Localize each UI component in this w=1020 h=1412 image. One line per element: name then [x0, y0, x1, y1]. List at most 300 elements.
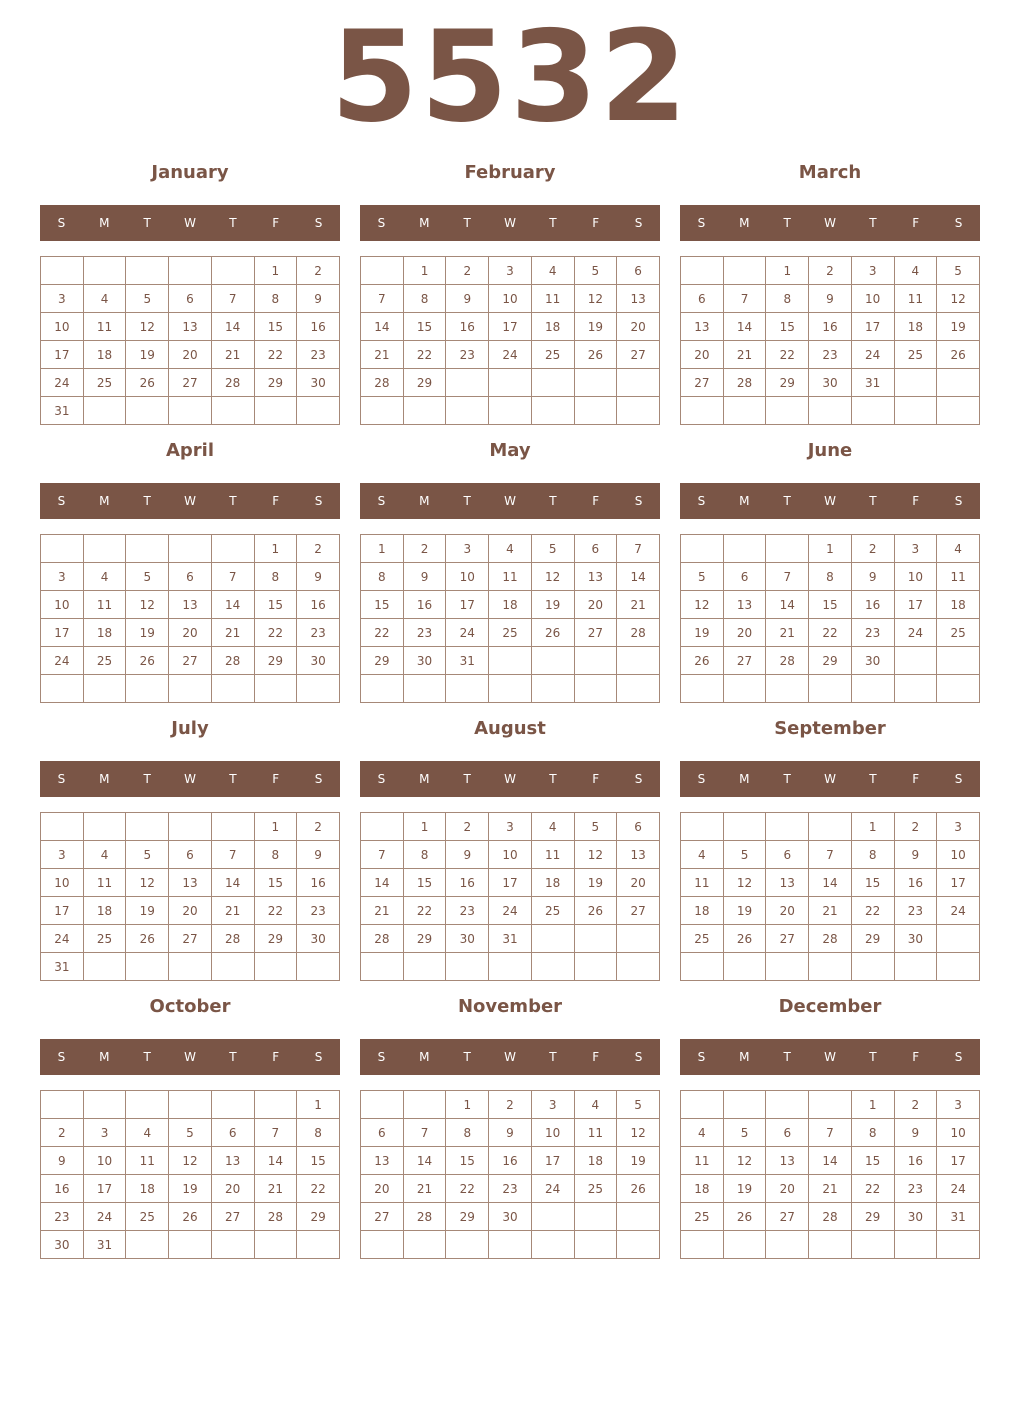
day-cell: 19	[937, 313, 980, 341]
day-cell	[83, 675, 126, 703]
day-cell: 29	[851, 1203, 894, 1231]
day-cell	[894, 675, 937, 703]
day-cell: 19	[169, 1175, 212, 1203]
weekday-label: M	[419, 772, 430, 786]
day-cell: 20	[361, 1175, 404, 1203]
day-cell: 5	[574, 813, 617, 841]
weekday-label: T	[869, 1050, 877, 1064]
day-cell	[937, 397, 980, 425]
weekday-label: T	[463, 1050, 471, 1064]
day-cell: 1	[809, 535, 852, 563]
day-cell: 23	[894, 897, 937, 925]
day-cell: 28	[766, 647, 809, 675]
day-cell: 8	[361, 563, 404, 591]
day-cell	[211, 813, 254, 841]
day-cell: 19	[681, 619, 724, 647]
weekday-header	[680, 761, 980, 797]
day-cell	[169, 1091, 212, 1119]
day-cell	[809, 953, 852, 981]
day-cell: 26	[723, 1203, 766, 1231]
day-cell	[723, 257, 766, 285]
day-cell	[211, 675, 254, 703]
day-cell: 14	[766, 591, 809, 619]
weekday-label: F	[272, 772, 280, 786]
week-row	[361, 619, 660, 647]
month-name: October	[149, 996, 231, 1017]
day-cell: 18	[681, 897, 724, 925]
day-cell: 29	[766, 369, 809, 397]
weekday-label: M	[99, 494, 110, 508]
week-row	[681, 1147, 980, 1175]
day-cell: 8	[851, 841, 894, 869]
day-cell	[211, 397, 254, 425]
weekday-label: S	[57, 772, 66, 786]
day-cell: 29	[809, 647, 852, 675]
day-cell: 5	[531, 535, 574, 563]
day-cell: 9	[851, 563, 894, 591]
day-cell: 27	[361, 1203, 404, 1231]
week-row	[41, 591, 340, 619]
day-cell: 11	[894, 285, 937, 313]
day-cell	[126, 1091, 169, 1119]
day-cell: 20	[169, 341, 212, 369]
day-cell: 23	[297, 897, 340, 925]
day-cell	[361, 813, 404, 841]
day-cell: 2	[297, 535, 340, 563]
week-row	[361, 675, 660, 703]
weekday-label: W	[184, 216, 196, 230]
day-cell: 31	[83, 1231, 126, 1259]
day-cell: 29	[446, 1203, 489, 1231]
day-cell: 25	[574, 1175, 617, 1203]
weekday-label: W	[184, 494, 196, 508]
day-cell: 28	[211, 925, 254, 953]
week-row	[41, 647, 340, 675]
day-cell	[403, 1231, 446, 1259]
day-cell: 24	[41, 925, 84, 953]
weekday-label: M	[419, 1050, 430, 1064]
week-row	[41, 1091, 340, 1119]
day-cell: 28	[211, 647, 254, 675]
day-cell: 9	[297, 285, 340, 313]
day-cell: 26	[574, 341, 617, 369]
week-row	[41, 535, 340, 563]
month-name: November	[457, 996, 563, 1017]
day-cell: 5	[126, 841, 169, 869]
week-row	[41, 841, 340, 869]
month-name: March	[798, 162, 862, 183]
day-cell	[446, 1231, 489, 1259]
day-cell: 23	[851, 619, 894, 647]
day-cell	[446, 369, 489, 397]
day-cell: 11	[83, 591, 126, 619]
day-grid	[360, 256, 660, 425]
day-cell	[723, 1231, 766, 1259]
day-cell: 7	[361, 285, 404, 313]
day-cell: 6	[681, 285, 724, 313]
day-cell: 7	[766, 563, 809, 591]
day-cell	[403, 675, 446, 703]
weekday-label: W	[184, 1050, 196, 1064]
day-cell: 8	[766, 285, 809, 313]
day-cell: 3	[41, 285, 84, 313]
weekday-label: F	[912, 772, 920, 786]
day-cell: 26	[937, 341, 980, 369]
day-cell	[211, 953, 254, 981]
weekday-header	[680, 483, 980, 519]
day-cell	[681, 257, 724, 285]
weekday-label: S	[634, 216, 643, 230]
month-name: January	[151, 162, 229, 183]
day-cell: 30	[41, 1231, 84, 1259]
day-cell: 27	[211, 1203, 254, 1231]
day-cell: 12	[126, 869, 169, 897]
day-grid	[680, 1090, 980, 1259]
day-cell: 2	[894, 813, 937, 841]
day-cell	[126, 813, 169, 841]
day-cell: 3	[531, 1091, 574, 1119]
day-cell: 27	[681, 369, 724, 397]
day-cell: 28	[809, 925, 852, 953]
day-cell: 7	[617, 535, 660, 563]
day-cell	[489, 397, 532, 425]
day-cell: 22	[809, 619, 852, 647]
day-cell	[894, 1231, 937, 1259]
day-cell: 5	[937, 257, 980, 285]
weekday-label: T	[549, 1050, 557, 1064]
day-cell: 2	[297, 813, 340, 841]
day-cell: 4	[531, 257, 574, 285]
day-cell	[531, 953, 574, 981]
day-cell: 25	[489, 619, 532, 647]
day-cell: 14	[211, 591, 254, 619]
day-cell: 23	[446, 341, 489, 369]
day-cell: 22	[254, 897, 297, 925]
day-cell	[809, 1231, 852, 1259]
day-cell: 9	[403, 563, 446, 591]
day-cell: 4	[681, 1119, 724, 1147]
day-grid	[40, 812, 340, 981]
weekday-label: T	[143, 494, 151, 508]
day-cell: 20	[766, 1175, 809, 1203]
day-cell: 19	[574, 869, 617, 897]
week-row	[361, 1091, 660, 1119]
day-cell: 28	[361, 925, 404, 953]
day-cell: 6	[766, 841, 809, 869]
day-cell: 16	[894, 1147, 937, 1175]
day-cell	[574, 1203, 617, 1231]
week-row	[361, 313, 660, 341]
weekday-label: T	[143, 772, 151, 786]
day-cell: 14	[361, 869, 404, 897]
day-cell: 24	[446, 619, 489, 647]
week-row	[361, 1147, 660, 1175]
weekday-label: T	[463, 494, 471, 508]
weekday-label: M	[739, 494, 750, 508]
day-cell: 13	[361, 1147, 404, 1175]
day-cell	[574, 397, 617, 425]
day-cell: 22	[851, 897, 894, 925]
day-cell: 22	[403, 341, 446, 369]
day-cell	[809, 1091, 852, 1119]
day-cell: 15	[446, 1147, 489, 1175]
day-cell: 19	[531, 591, 574, 619]
day-cell	[126, 1231, 169, 1259]
day-grid	[680, 812, 980, 981]
day-cell: 18	[937, 591, 980, 619]
day-cell	[83, 397, 126, 425]
day-cell: 17	[894, 591, 937, 619]
day-cell: 25	[894, 341, 937, 369]
day-cell	[211, 1091, 254, 1119]
day-cell: 4	[489, 535, 532, 563]
day-cell: 26	[126, 369, 169, 397]
weekday-label: M	[739, 1050, 750, 1064]
weekday-label: T	[549, 216, 557, 230]
day-cell	[361, 397, 404, 425]
weekday-label: S	[634, 494, 643, 508]
day-cell	[574, 647, 617, 675]
weekday-header	[40, 205, 340, 241]
day-cell	[126, 953, 169, 981]
weekday-label: T	[783, 216, 791, 230]
weekday-label: W	[504, 216, 516, 230]
day-cell: 13	[169, 869, 212, 897]
day-cell: 26	[574, 897, 617, 925]
day-cell: 15	[403, 869, 446, 897]
day-cell: 21	[766, 619, 809, 647]
day-cell: 27	[169, 647, 212, 675]
day-cell: 20	[617, 869, 660, 897]
day-cell: 25	[681, 925, 724, 953]
weekday-label: S	[377, 494, 386, 508]
day-cell	[723, 1091, 766, 1119]
week-row	[41, 953, 340, 981]
day-cell: 1	[446, 1091, 489, 1119]
day-cell: 10	[851, 285, 894, 313]
day-grid	[360, 534, 660, 703]
day-cell	[41, 535, 84, 563]
day-cell	[211, 535, 254, 563]
day-cell: 16	[297, 313, 340, 341]
day-cell: 15	[809, 591, 852, 619]
day-cell: 4	[531, 813, 574, 841]
day-cell: 30	[297, 369, 340, 397]
day-cell	[851, 1231, 894, 1259]
day-cell: 19	[723, 897, 766, 925]
day-cell: 6	[211, 1119, 254, 1147]
day-cell	[169, 1231, 212, 1259]
day-cell: 17	[446, 591, 489, 619]
day-cell: 29	[361, 647, 404, 675]
day-cell: 19	[617, 1147, 660, 1175]
weekday-label: S	[314, 1050, 323, 1064]
week-row	[681, 369, 980, 397]
week-row	[361, 647, 660, 675]
day-cell: 18	[681, 1175, 724, 1203]
day-cell	[617, 675, 660, 703]
day-cell	[361, 257, 404, 285]
week-row	[41, 1203, 340, 1231]
week-row	[681, 397, 980, 425]
day-cell: 28	[809, 1203, 852, 1231]
week-row	[41, 1175, 340, 1203]
day-cell: 18	[489, 591, 532, 619]
day-cell	[361, 675, 404, 703]
week-row	[41, 397, 340, 425]
day-cell: 31	[41, 953, 84, 981]
day-cell: 18	[531, 313, 574, 341]
day-cell: 12	[126, 591, 169, 619]
day-cell	[617, 925, 660, 953]
day-cell: 14	[254, 1147, 297, 1175]
day-cell	[937, 369, 980, 397]
week-row	[361, 369, 660, 397]
day-cell	[937, 953, 980, 981]
day-cell	[126, 535, 169, 563]
month-name: June	[807, 440, 853, 461]
day-cell: 28	[403, 1203, 446, 1231]
weekday-label: F	[592, 1050, 600, 1064]
day-cell: 13	[681, 313, 724, 341]
day-cell: 10	[83, 1147, 126, 1175]
day-cell: 14	[617, 563, 660, 591]
day-cell	[851, 397, 894, 425]
day-cell: 12	[126, 313, 169, 341]
day-cell: 4	[126, 1119, 169, 1147]
day-cell: 23	[297, 341, 340, 369]
day-cell: 22	[851, 1175, 894, 1203]
day-cell	[531, 369, 574, 397]
day-cell: 15	[403, 313, 446, 341]
week-row	[681, 953, 980, 981]
day-cell: 20	[766, 897, 809, 925]
day-cell: 22	[403, 897, 446, 925]
day-cell: 22	[446, 1175, 489, 1203]
weekday-header	[680, 1039, 980, 1075]
weekday-label: M	[739, 216, 750, 230]
day-cell: 24	[83, 1203, 126, 1231]
week-row	[41, 257, 340, 285]
day-cell: 7	[211, 285, 254, 313]
day-cell: 1	[361, 535, 404, 563]
day-cell: 14	[809, 1147, 852, 1175]
day-grid	[360, 1090, 660, 1259]
day-cell: 7	[254, 1119, 297, 1147]
day-cell: 13	[723, 591, 766, 619]
day-cell	[83, 953, 126, 981]
week-row	[41, 897, 340, 925]
day-cell: 25	[83, 369, 126, 397]
day-cell: 16	[446, 869, 489, 897]
day-cell: 16	[297, 869, 340, 897]
day-cell	[489, 369, 532, 397]
day-cell	[361, 1091, 404, 1119]
weekday-label: T	[229, 772, 237, 786]
week-row	[361, 257, 660, 285]
day-cell: 17	[937, 869, 980, 897]
day-cell: 13	[574, 563, 617, 591]
week-row	[681, 897, 980, 925]
day-cell: 9	[446, 285, 489, 313]
day-cell	[489, 953, 532, 981]
week-row	[41, 341, 340, 369]
day-cell: 20	[723, 619, 766, 647]
weekday-label: S	[377, 216, 386, 230]
day-cell	[254, 953, 297, 981]
day-cell: 25	[531, 341, 574, 369]
day-cell	[723, 675, 766, 703]
day-cell	[531, 675, 574, 703]
day-cell: 16	[851, 591, 894, 619]
day-cell: 21	[617, 591, 660, 619]
day-cell: 13	[169, 313, 212, 341]
weekday-header	[40, 483, 340, 519]
day-cell: 12	[723, 1147, 766, 1175]
day-cell	[617, 369, 660, 397]
day-cell: 17	[531, 1147, 574, 1175]
day-cell: 11	[126, 1147, 169, 1175]
day-cell	[531, 647, 574, 675]
weekday-label: W	[504, 494, 516, 508]
day-cell: 21	[809, 897, 852, 925]
week-row	[361, 953, 660, 981]
weekday-label: T	[463, 772, 471, 786]
day-cell: 26	[617, 1175, 660, 1203]
day-cell: 1	[766, 257, 809, 285]
weekday-label: M	[99, 772, 110, 786]
day-cell: 17	[83, 1175, 126, 1203]
day-cell	[169, 257, 212, 285]
day-cell: 8	[254, 563, 297, 591]
weekday-label: T	[783, 772, 791, 786]
day-cell: 22	[766, 341, 809, 369]
week-row	[41, 925, 340, 953]
day-cell	[574, 925, 617, 953]
day-cell: 10	[489, 841, 532, 869]
day-cell	[894, 397, 937, 425]
day-cell: 3	[489, 813, 532, 841]
day-cell	[723, 813, 766, 841]
day-cell	[681, 535, 724, 563]
day-cell: 22	[361, 619, 404, 647]
day-cell: 21	[361, 341, 404, 369]
day-cell: 21	[254, 1175, 297, 1203]
day-cell: 24	[531, 1175, 574, 1203]
day-cell: 23	[809, 341, 852, 369]
day-cell: 29	[297, 1203, 340, 1231]
day-cell: 30	[894, 1203, 937, 1231]
day-cell: 17	[41, 897, 84, 925]
weekday-label: M	[99, 216, 110, 230]
day-cell	[446, 675, 489, 703]
day-cell	[489, 1231, 532, 1259]
day-cell: 2	[446, 257, 489, 285]
day-cell: 24	[41, 369, 84, 397]
day-cell: 21	[361, 897, 404, 925]
weekday-label: S	[954, 494, 963, 508]
day-cell	[531, 925, 574, 953]
day-cell: 26	[531, 619, 574, 647]
week-row	[681, 1091, 980, 1119]
day-cell: 29	[254, 925, 297, 953]
day-cell: 23	[489, 1175, 532, 1203]
day-cell: 3	[83, 1119, 126, 1147]
day-cell: 9	[809, 285, 852, 313]
day-cell	[126, 257, 169, 285]
day-cell: 6	[617, 257, 660, 285]
day-cell: 4	[83, 841, 126, 869]
